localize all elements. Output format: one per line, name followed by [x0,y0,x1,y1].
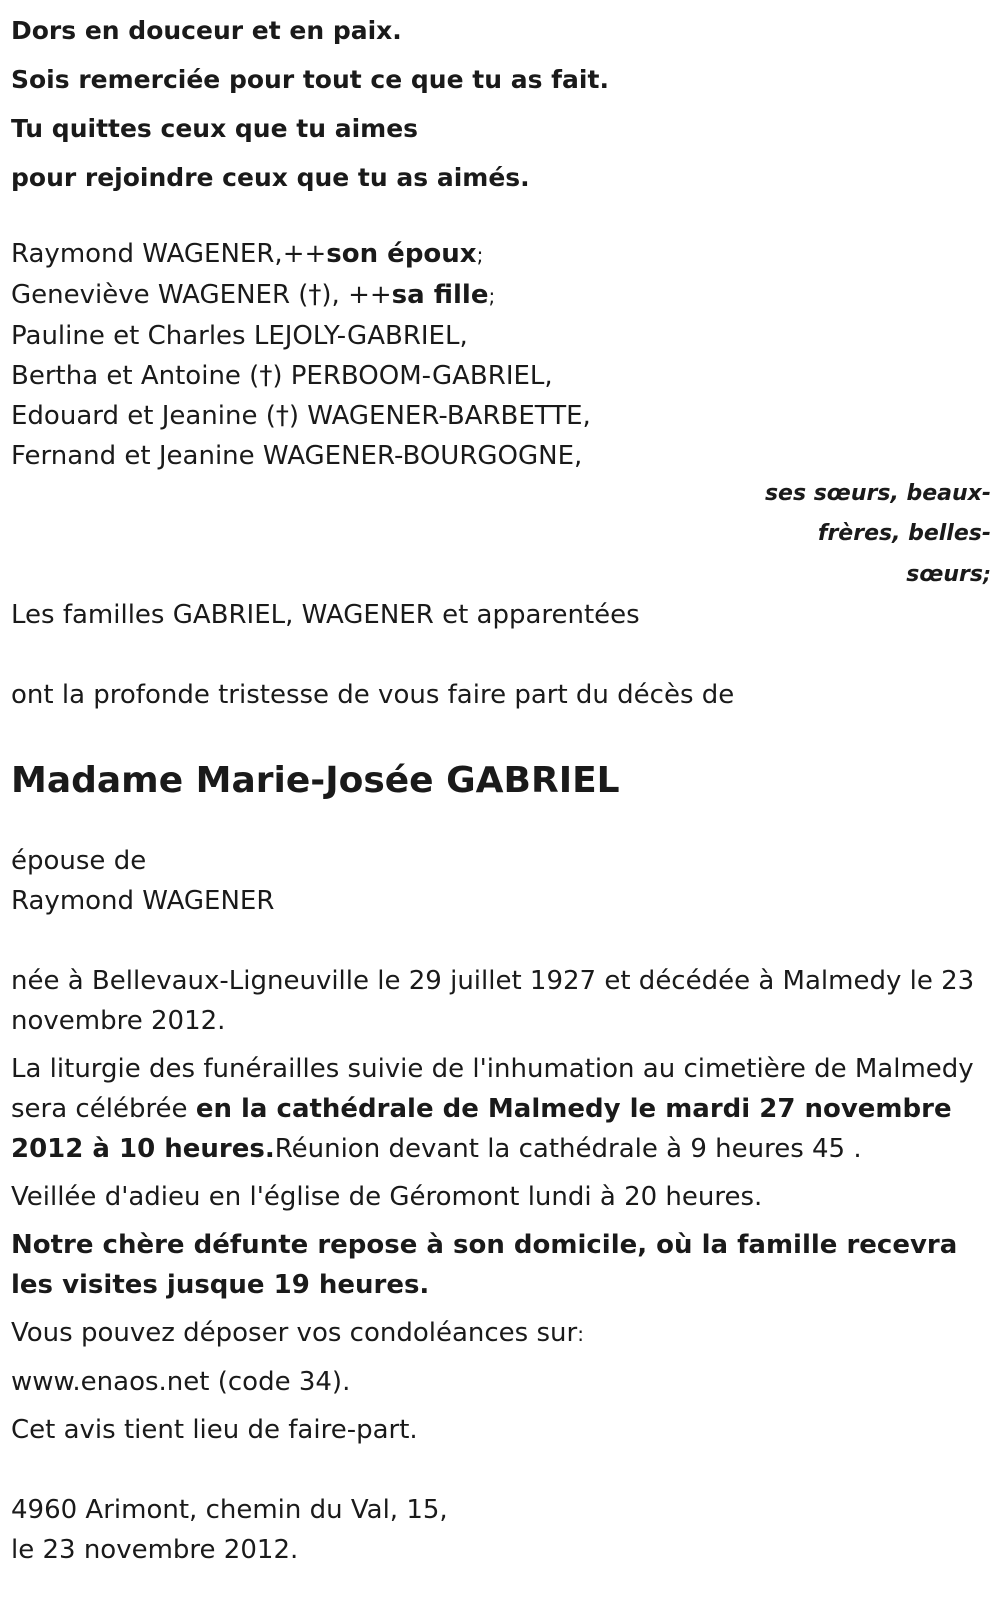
poem-line-2: Sois remerciée pour tout ce que tu as fait. [11,65,609,94]
family-list [11,234,991,635]
husband-role: son époux [326,239,477,269]
daughter-semicolon: ; [488,284,496,308]
condolences-colon: : [577,1322,584,1346]
siblings-role-line-1: ses sœurs, beaux- [764,481,991,506]
condolences-text: Vous pouvez déposer vos condoléances sur [11,1318,578,1348]
siblings-role [11,474,991,595]
announcement: ont la profonde tristesse de vous faire part du décès de [11,680,735,710]
address-block [11,1490,991,1570]
spouse-name: Raymond WAGENER [11,886,275,916]
poem-line-1: Dors en douceur et en paix. [11,16,402,45]
siblings-role-text: sœurs [906,562,983,587]
sibling-line: Bertha et Antoine (†) PERBOOM-GABRIEL, [11,361,553,391]
siblings-role-line-2: frères, belles- [817,521,991,546]
website-link[interactable]: www.enaos.net (code 34). [11,1367,351,1397]
husband-line [11,234,991,275]
daughter-line [11,275,991,316]
liturgy-place-time: en la cathédrale de Malmedy le mardi 27 novembre 2012 à 10 heures. [11,1094,952,1164]
address: 4960 Arimont, chemin du Val, 15, [11,1495,448,1525]
poem-line-3: Tu quittes ceux que tu aimes [11,114,419,143]
condolences [11,1313,991,1354]
spouse-block [11,841,991,921]
daughter-role: sa fille [391,280,489,310]
deceased-name: Madame Marie-Josée GABRIEL [11,760,620,801]
rest-notice: Notre chère défunte repose à son domicile, où la famille recevra les visites jusque 19 heures. [11,1230,958,1300]
daughter-name: Geneviève WAGENER (†), [11,280,349,310]
spouse-of: épouse de [11,846,147,876]
sibling-line: Edouard et Jeanine (†) WAGENER-BARBETTE, [11,401,591,431]
siblings-role-line-3 [11,554,991,595]
sibling-line: Fernand et Jeanine WAGENER-BOURGOGNE, [11,441,583,471]
husband-sep: ++ [282,239,327,269]
husband-name: Raymond WAGENER, [11,239,283,269]
families-line: Les familles GABRIEL, WAGENER et apparentées [11,600,640,630]
liturgy-meeting: Réunion devant la cathédrale à 9 heures 45 . [274,1134,862,1164]
daughter-sep: ++ [348,280,392,310]
date: le 23 novembre 2012. [11,1535,299,1565]
siblings-role-semicolon: ; [983,562,991,586]
poem-line-4: pour rejoindre ceux que tu as aimés. [11,163,530,192]
husband-semicolon: ; [476,243,484,267]
vigil: Veillée d'adieu en l'église de Géromont lundi à 20 heures. [11,1182,763,1212]
notice: Cet avis tient lieu de faire-part. [11,1415,418,1445]
liturgy [11,1049,991,1169]
poem [11,6,991,202]
sibling-line: Pauline et Charles LEJOLY-GABRIEL, [11,321,468,351]
birth-death: née à Bellevaux-Ligneuville le 29 juillet 1927 et décédée à Malmedy le 23 novembre 2012. [11,966,975,1036]
liturgy-text: La liturgie des funérailles suivie de l'inhumation au cimetière de Malmedy sera célébrée [11,1054,974,1124]
obituary-notice [11,6,991,1570]
